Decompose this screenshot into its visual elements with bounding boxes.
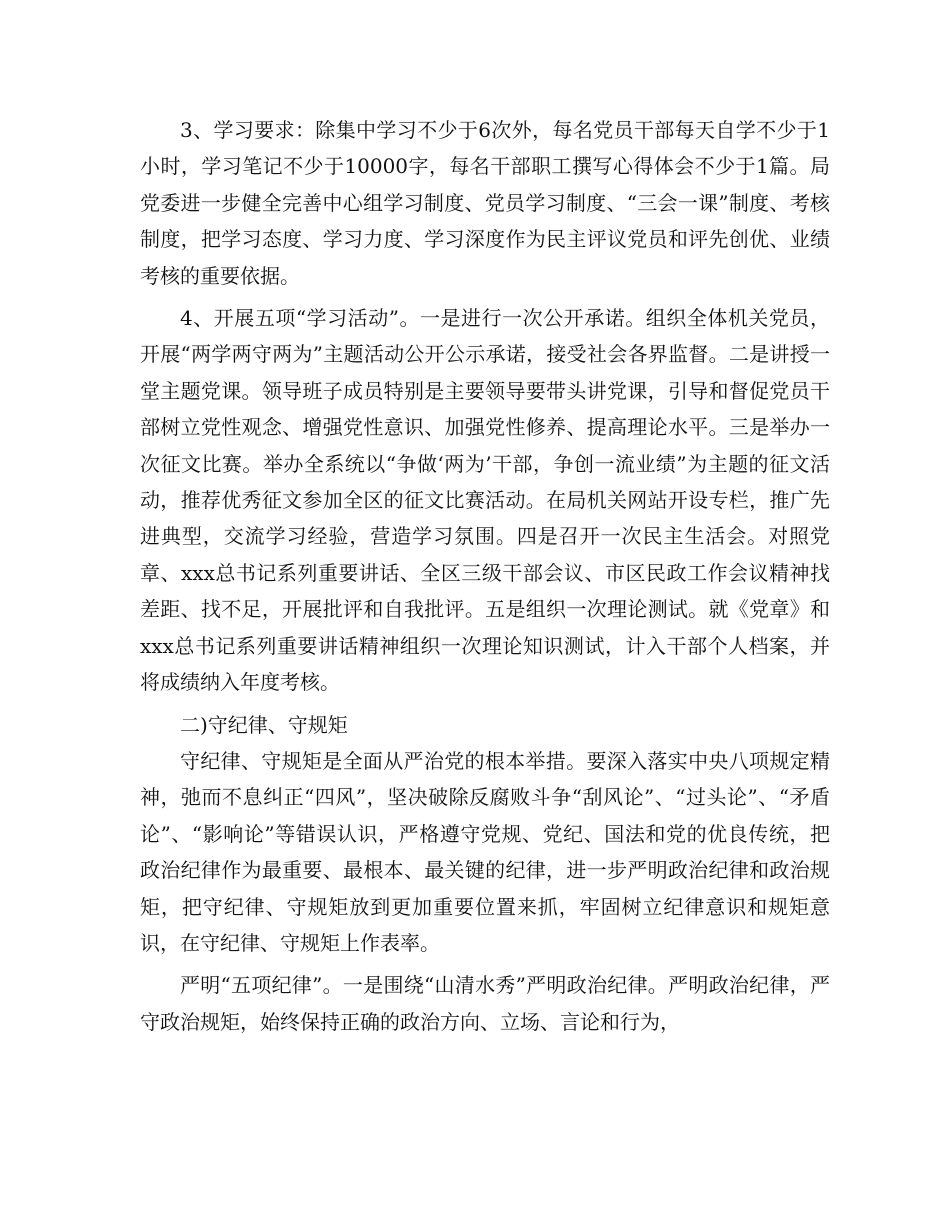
paragraph-study-requirements: 3、学习要求：除集中学习不少于6次外，每名党员干部每天自学不少于1小时，学习笔记不少于10000字，每名干部职工撰写心得体会不少于1篇。局党委进一步健全完善中心组学习制度、党员学习制度、“三会一课”制度、考核制度，把学习态度、学习力度、学习深度作为民主评议党员和评先创优、业绩考核的重要依据。 xyxy=(140,118,830,288)
section-heading: 二)守纪律、守规矩 xyxy=(180,712,348,737)
document-body xyxy=(140,112,830,1040)
paragraph-discipline-body: 守纪律、守规矩是全面从严治党的根本举措。要深入落实中央八项规定精神，弛而不息纠正“四风”，坚决破除反腐败斗争“刮风论”、“过头论”、“矛盾论”、“影响论”等错误认识，严格遵守党规、党纪、国法和党的优良传统，把政治纪律作为最重要、最根本、最关键的纪律，进一步严明政治纪律和政治规矩，把守纪律、守规矩放到更加重要位置来抓，牢固树立纪律意识和规矩意识，在守纪律、守规矩上作表率。 xyxy=(140,748,830,955)
paragraph-five-learning-activities: 4、开展五项“学习活动”。一是进行一次公开承诺。组织全体机关党员，开展“两学两守两为”主题活动公开公示承诺，接受社会各界监督。二是讲授一堂主题党课。领导班子成员特别是主要领导要带头讲党课，引导和督促党员干部树立党性观念、增强党性意识、加强党性修养、提高理论水平。三是举办一次征文比赛。举办全系统以“争做‘两为’干部，争创一流业绩”为主题的征文活动，推荐优秀征文参加全区的征文比赛活动。在局机关网站开设专栏，推广先进典型，交流学习经验，营造学习氛围。四是召开一次民主生活会。对照党章、xxx总书记系列重要讲话、全区三级干部会议、市区民政工作会议精神找差距、找不足，开展批评和自我批评。五是组织一次理论测试。就《党章》和xxx总书记系列重要讲话精神组织一次理论知识测试，计入干部个人档案，并将成绩纳入年度考核。 xyxy=(140,306,830,695)
paragraph-five-disciplines: 严明“五项纪律”。一是围绕“山清水秀”严明政治纪律。严明政治纪律，严守政治规矩，始终保持正确的政治方向、立场、言论和行为， xyxy=(140,973,830,1034)
